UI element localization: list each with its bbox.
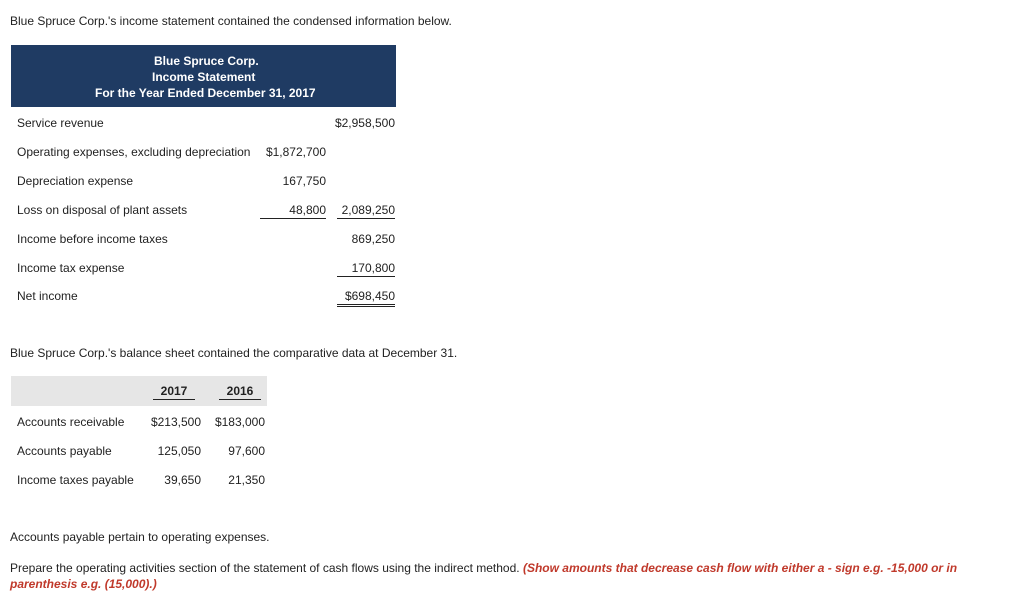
year-2017-header: 2017 — [153, 384, 195, 400]
income-statement-header — [11, 45, 396, 107]
bs-row-2016: 21,350 — [228, 473, 265, 487]
bs-row-2016: $183,000 — [214, 415, 265, 429]
bs-row-label: Accounts payable — [17, 444, 112, 458]
accounts-payable-note: Accounts payable pertain to operating expenses. — [10, 530, 270, 544]
instruction-hint-continued: parenthesis e.g. (15,000).) — [10, 577, 157, 591]
balance-sheet-intro: Blue Spruce Corp.'s balance sheet contained the comparative data at December 31. — [10, 346, 458, 360]
is-row-col1: 48,800 — [260, 203, 326, 219]
bs-row-label: Accounts receivable — [17, 415, 125, 429]
is-row-col1: 167,750 — [282, 174, 326, 188]
bs-row-2017: 125,050 — [157, 444, 201, 458]
bs-row-label: Income taxes payable — [17, 473, 134, 487]
is-row-col2: $2,958,500 — [334, 116, 395, 130]
is-row-label: Operating expenses, excluding depreciation — [17, 145, 251, 159]
income-statement-intro: Blue Spruce Corp.'s income statement contained the condensed information below. — [10, 14, 452, 28]
bs-row-2016: 97,600 — [228, 444, 265, 458]
year-2016-header: 2016 — [219, 384, 261, 400]
is-row-label: Income tax expense — [17, 261, 125, 275]
is-row-label: Net income — [17, 289, 78, 303]
company-name: Blue Spruce Corp. — [154, 54, 259, 68]
bs-row-2017: $213,500 — [150, 415, 201, 429]
is-row-label: Loss on disposal of plant assets — [17, 203, 188, 217]
is-row-col2: $698,450 — [337, 289, 395, 307]
statement-period: For the Year Ended December 31, 2017 — [95, 86, 316, 100]
is-row-col2: 170,800 — [337, 261, 395, 277]
instruction-text: Prepare the operating activities section of the statement of cash flows using the indirect method. — [10, 561, 520, 575]
instruction-line — [10, 561, 957, 575]
statement-title: Income Statement — [152, 70, 256, 84]
is-row-label: Depreciation expense — [17, 174, 134, 188]
is-row-col2: 2,089,250 — [337, 203, 395, 219]
is-row-label: Income before income taxes — [17, 232, 168, 246]
instruction-hint: (Show amounts that decrease cash flow with either a - sign e.g. -15,000 or in — [522, 561, 958, 575]
is-row-col2: 869,250 — [351, 232, 395, 246]
bs-row-2017: 39,650 — [164, 473, 201, 487]
is-row-label: Service revenue — [17, 116, 104, 130]
is-row-col1: $1,872,700 — [265, 145, 326, 159]
